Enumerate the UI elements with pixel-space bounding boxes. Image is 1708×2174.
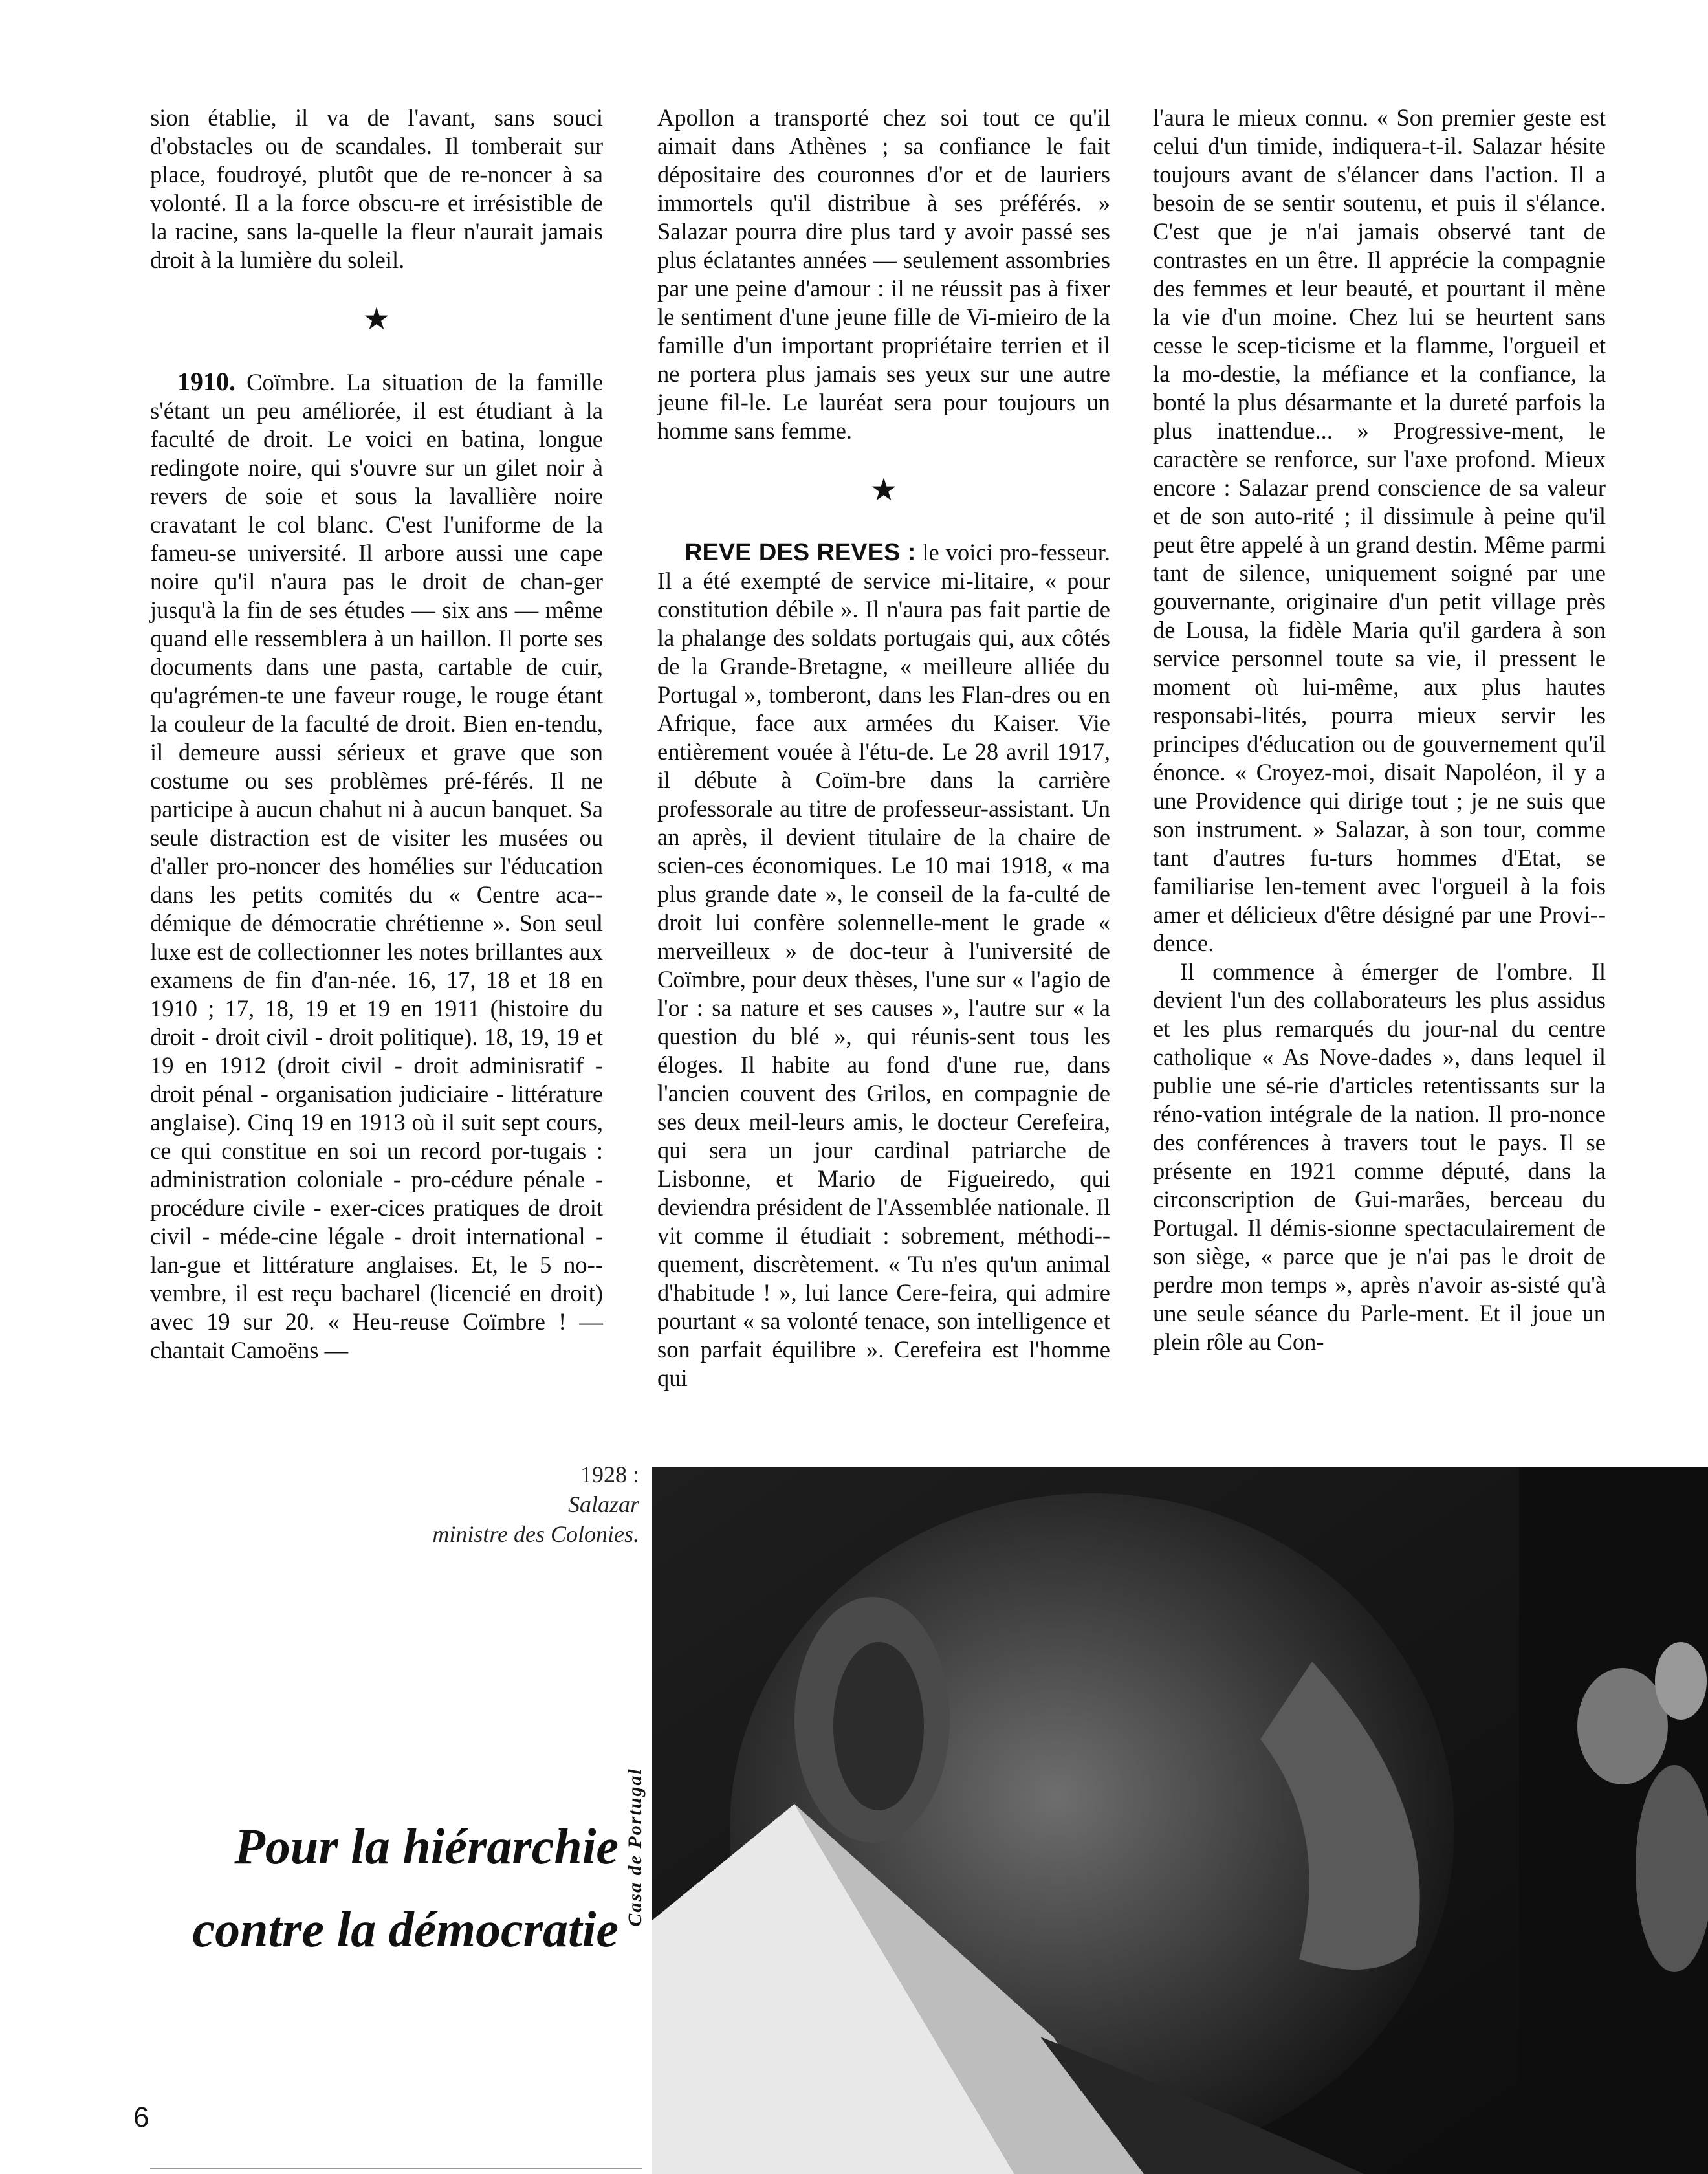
text-column-2 (657, 104, 1110, 1392)
star-separator-icon: ★ (870, 473, 898, 507)
portrait-image (652, 1467, 1708, 2174)
text-column-1 (150, 104, 603, 1365)
column2-paragraph-2-text: le voici pro-fesseur. Il a été exempté de service mi-litaire, « pour constitution débile ». Il n'aura pas fait partie de la phalange des soldats portugais qui, aux côtés de la Grande-Bretagne, « meilleure alliée du Portugal », tomberont, dans les Flan-dres ou en Afrique, face aux armées du Kaiser. Vie entièrement vouée à l'étu-de. Le 28 avril 1917, il débute à Coïm-bre dans la carrière professorale au titre de professeur-assistant. Un an après, il devient titulaire de la chaire de scien-ces économiques. Le 10 mai 1918, « ma plus grande date », le conseil de la fa-culté de droit lui confère solennelle-ment le grade « merveilleux » de doc-teur à l'université de Coïmbre, pour deux thèses, l'une sur « l'agio de l'or : sa nature et ses causes », l'autre sur « la question du blé », qui réunis-sent tous les éloges. Il habite au fond d'une rue, dans l'ancien couvent des Grilos, en compagnie de ses deux meil-leurs amis, le docteur Cerefeira, qui sera un jour cardinal patriarche de Lisbonne, et Mario de Figueiredo, qui deviendra président de l'Assemblée nationale. Il vit comme il étudiait : sobrement, méthodi-quement, discrètement. « Tu n'es qu'un animal d'habitude ! », lui lance Cere-feira, qui admire pourtant « sa volonté tenace, son intelligence et son parfait équilibre ». Cerefeira est l'homme qui (657, 539, 1110, 1391)
bottom-rule (150, 2168, 642, 2169)
column1-lead: 1910. (177, 367, 235, 396)
headline (97, 1805, 619, 1971)
page-number: 6 (133, 2102, 149, 2133)
column1-paragraph-2 (150, 368, 603, 1365)
headline-line-2: contre la démocratie (192, 1901, 619, 1957)
column2-paragraph-1: Apollon a transporté chez soi tout ce qu'il aimait dans Athènes ; sa confiance le fait dépositaire des couronnes d'or et de lauriers immortels qu'il distribue à ses préférés. » Salazar pourra dire plus tard y avoir passé ses plus éclatantes années — seulement assombries par une peine d'amour : il ne réussit pas à fixer le sentiment d'une jeune fille de Vi-mieiro de la famille d'un important propriétaire terrien et il ne portera plus jamais ses yeux sur une autre jeune fil-le. Le lauréat sera pour toujours un homme sans femme. (657, 104, 1110, 444)
column3-paragraph-2: Il commence à émerger de l'ombre. Il devient l'un des collaborateurs les plus assidus et les plus remarqués du jour-nal du centre catholique « As Nove-dades », dans lequel il publie une sé-rie d'articles retentissants sur la réno-vation intégrale de la nation. Il pro-nonce des conférences à travers tout le pays. Il se présente en 1921 comme député, dans la circonscription de Gui-marães, berceau du Portugal. Il démis-sionne spectaculairement de son siège, « parce que je n'ai pas le droit de perdre mon temps », après n'avoir as-sisté qu'à une seule séance du Parle-ment. Et il joue un plein rôle au Con- (1153, 958, 1606, 1355)
photo-credit: Casa de Portugal (624, 1768, 646, 1927)
column2-paragraph-2 (657, 538, 1110, 1392)
column1-paragraph-1: sion établie, il va de l'avant, sans souci d'obstacles ou de scandales. Il tomberait sur place, foudroyé, plutôt que de re-noncer à sa volonté. Il a la force obscu-re et irrésistible de la racine, sans la-quelle la fleur n'aurait jamais droit à la lumière du soleil. (150, 104, 603, 273)
text-column-3 (1153, 104, 1606, 1356)
caption-name: Salazar (567, 1491, 639, 1517)
column1-paragraph-2-text: Coïmbre. La situation de la famille s'étant un peu améliorée, il est étudiant à la faculté de droit. Le voici en batina, longue redingote noire, qui s'ouvre sur un gilet noir à revers de soie et sous la lavallière noire cravatant le col blanc. C'est l'uniforme de la fameu-se université. Il arbore aussi une cape noire qu'il n'aura pas le droit de chan-ger jusqu'à la fin de ses études — six ans — même quand elle ressemblera à un haillon. Il porte ses documents dans une pasta, cartable de cuir, qu'agrémen-te une faveur rouge, le rouge étant la couleur de la faculté de droit. Bien en-tendu, il demeure aussi sérieux et grave que son costume ou ses problèmes pré-férés. Il ne participe à aucun chahut ni à aucun banquet. Sa seule distraction est de visiter les musées ou d'aller pro-noncer des homélies sur l'éducation dans les petits comités du « Centre aca-démique de démocratie chrétienne ». Son seul luxe est de collectionner les notes brillantes aux examens de fin d'an-née. 16, 17, 18 et 18 en 1910 ; 17, 18, 19 et 19 en 1911 (histoire du droit - droit civil - droit politique). 18, 19, 19 et 19 en 1912 (droit civil - droit adminisratif - droit pénal - organisation judiciaire - littérature anglaise). Cinq 19 en 1913 où il suit sept cours, ce qui constitue en soi un record por-tugais : administration coloniale - pro-cédure pénale - procédure civile - exer-cices pratiques de droit civil - méde-cine légale - droit international - lan-gue et littérature anglaises. Et, le 5 no-vembre, il est reçu bacharel (licencié en droit) avec 19 sur 20. « Heu-reuse Coïmbre ! — chantait Camoëns — (150, 369, 603, 1363)
star-separator-icon: ★ (362, 302, 391, 336)
headline-line-1: Pour la hiérarchie (234, 1818, 619, 1874)
salazar-photo (652, 1467, 1708, 2174)
column3-paragraph-1: l'aura le mieux connu. « Son premier geste est celui d'un timide, indiquera-t-il. Salazar hésite toujours avant de s'élancer dans l'action. Il a besoin de se sentir soutenu, et puis il s'élance. C'est que je n'ai jamais observé tant de contrastes en un être. Il apprécie la compagnie des femmes et leur beauté, et pourtant il mène la vie d'un moine. Chez lui se heurtent sans cesse le scep-ticisme et la flamme, l'orgueil et la mo-destie, la méfiance et la confiance, la bonté la plus désarmante et la dureté parfois la plus inattendue... » Progressive-ment, le caractère se renforce, sur l'axe profond. Mieux encore : Salazar prend conscience de sa valeur et de son auto-rité ; il dissimule à peine qu'il peut être appelé à un grand destin. Même parmi tant de silence, uniquement soigné par une gouvernante, originaire d'un petit village près de Lousa, la fidèle Maria qu'il gardera à son service personnel toute sa vie, il pressent le moment où lui-même, aux plus hautes responsabi-lités, pourra mieux servir les principes d'éducation ou de gouvernement qu'il énonce. « Croyez-moi, disait Napoléon, il y a une Providence qui dirige tout ; je ne suis que son instrument. » Salazar, à son tour, comme tant d'autres fu-turs hommes d'Etat, se familiarise len-tement avec l'orgueil à la fois amer et délicieux d'être désigné par une Provi-dence. (1153, 104, 1606, 956)
photo-caption (336, 1460, 639, 1549)
caption-year: 1928 : (580, 1462, 639, 1488)
caption-role: ministre des Colonies. (432, 1521, 639, 1547)
column2-lead: REVE DES REVES : (684, 539, 916, 566)
